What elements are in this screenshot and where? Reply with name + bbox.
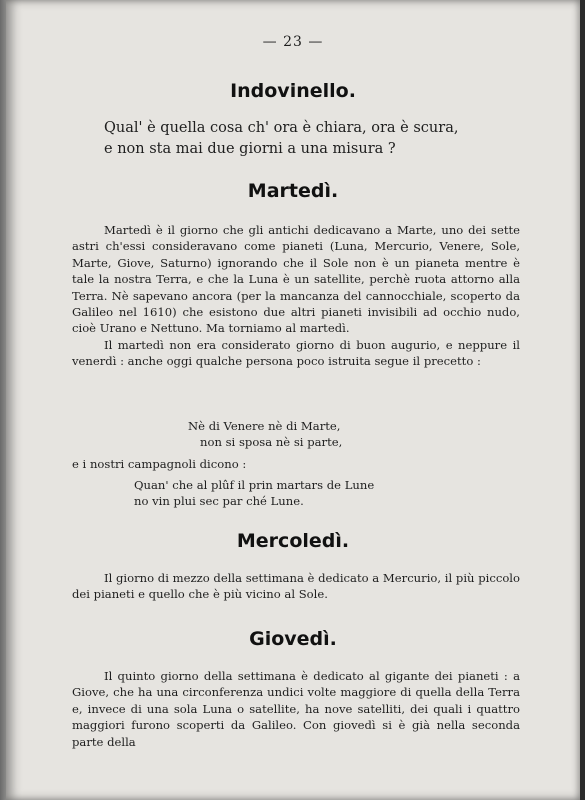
- transition-line: e i nostri campagnoli dicono :: [72, 457, 247, 471]
- giovedi-body: [72, 668, 520, 750]
- martedi-paragraph-2: Il martedì non era considerato giorno di buon augurio, e neppure il venerdì : anche oggi qualche persona poco istruita segue il precetto :: [72, 337, 520, 369]
- giovedi-heading: Giovedì.: [249, 628, 337, 650]
- riddle-line: e non sta mai due giorni a una misura ?: [104, 141, 396, 157]
- verse-line: Nè di Venere nè di Marte,: [188, 419, 341, 433]
- martedi-body: [72, 222, 520, 370]
- mercoledi-heading: Mercoledì.: [236, 530, 350, 552]
- verse-line: Quan' che al plûf il prin martars de Lune: [134, 478, 375, 492]
- indovinello-heading: Indovinello.: [230, 80, 356, 102]
- verse-line: no vin plui sec par ché Lune.: [134, 494, 304, 509]
- transition-text: [72, 456, 520, 472]
- giovedi-paragraph: Il quinto giorno della settimana è dedicato al gigante dei pianeti : a Giove, che ha una circonferenza undici volte maggiore di quella della Terra e, invece di una sola Luna o satellite, ha nove satelliti, dei quali i quattro maggiori furono scoperti da Galileo. Con giovedì si è già nella seconda parte della: [72, 669, 520, 749]
- martedi-heading: Martedì.: [247, 180, 339, 202]
- martedi-paragraph-1: Martedì è il giorno che gli antichi dedicavano a Marte, uno dei sette astri ch'essi consideravano come pianeti (Luna, Mercurio, Venere, Sole, Marte, Giove, Saturno) ignorando che il Sole non è un pianeta mentre è tale la nostra Terra, e che la Luna è un satellite, perchè ruota attorno alla Terra. Nè sapevano ancora (per la mancanza del cannocchiale, scoperto da Galileo nel 1610) che esistono due altri pianeti invisibili ad occhio nudo, cioè Urano e Nettuno. Ma torniamo al martedì.: [72, 223, 520, 336]
- proverb-verse: [188, 418, 342, 451]
- page-number: — 23 —: [262, 34, 324, 50]
- mercoledi-body: [72, 570, 520, 603]
- mercoledi-paragraph: Il giorno di mezzo della settimana è dedicato a Mercurio, il più piccolo dei pianeti e quello che è più vicino al Sole.: [72, 571, 520, 602]
- dialect-verse: [134, 477, 374, 510]
- book-page: [6, 0, 580, 800]
- verse-line: non si sposa nè si parte,: [200, 435, 343, 450]
- riddle-text: [104, 118, 524, 160]
- riddle-line: Qual' è quella cosa ch' ora è chiara, ora è scura,: [104, 120, 459, 136]
